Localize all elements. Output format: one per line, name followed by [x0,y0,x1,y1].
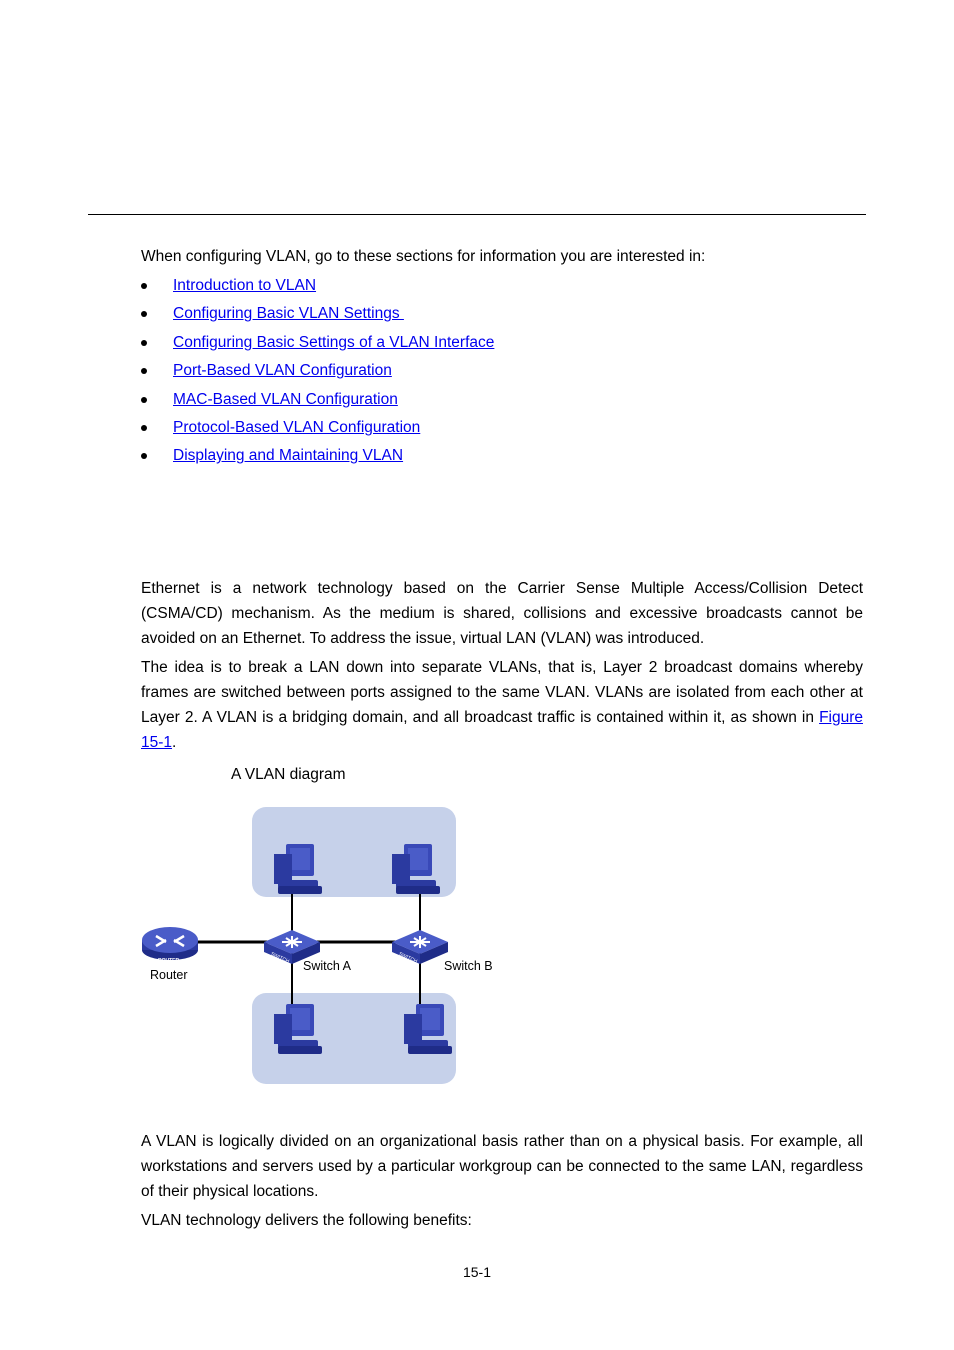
link-introduction-to-vlan[interactable]: Introduction to VLAN [173,277,317,294]
bullet-icon [141,453,147,459]
paragraph-benefits: VLAN technology delivers the following benefits: [141,1212,472,1229]
vlan-diagram-graphic [138,800,518,1092]
link-figure-15-1[interactable]: Figure 15-1 [141,709,863,751]
switch-a-label: Switch A [303,959,351,973]
bullet-icon [141,340,147,346]
list-item [141,302,741,330]
list-item [141,274,741,302]
section-link-list [141,274,741,473]
paragraph-end: . [172,734,177,751]
link-protocol-based-vlan[interactable]: Protocol-Based VLAN Configuration [173,418,421,436]
switch-b-icon-text: SWITCH [397,951,419,965]
switch-b-label: Switch B [444,959,493,973]
link-mac-based-vlan[interactable]: MAC-Based VLAN Configuration [173,390,398,408]
switch-a-icon-text: SWITCH [269,951,291,965]
link-configuring-basic-vlan-settings[interactable]: Configuring Basic VLAN Settings [173,305,404,323]
list-item [141,388,741,416]
paragraph-logical-division: A VLAN is logically divided on an organizational basis rather than on a physical basis. For example, all workstations and servers used by a particular workgroup can be connected to the same LAN, regardless of their physical locations. [141,1133,863,1200]
link-port-based-vlan[interactable]: Port-Based VLAN Configuration [173,362,392,380]
paragraph-vlan-idea-text: The idea is to break a LAN down into separate VLANs, that is, Layer 2 broadcast domains whereby frames are switched between ports assigned to the same VLAN. VLANs are isolated from each other at Layer 2. A VLAN is a bridging domain, and all broadcast traffic is contained within it, as shown in [141,659,863,726]
bullet-icon [141,368,147,374]
paragraph-vlan-idea [141,655,863,755]
list-item [141,331,741,359]
bullet-icon [141,311,147,317]
router-icon-text: ROUTER [158,958,180,964]
link-configuring-vlan-interface[interactable]: Configuring Basic Settings of a VLAN Interface [173,333,495,351]
link-displaying-maintaining-vlan[interactable]: Displaying and Maintaining VLAN [173,447,404,465]
intro-text: When configuring VLAN, go to these sections for information you are interested in: [141,248,706,265]
paragraph-ethernet: Ethernet is a network technology based on the Carrier Sense Multiple Access/Collision Detect (CSMA/CD) mechanism. As the medium is shared, collisions and excessive broadcasts cannot be avoided on an Ethernet. To address the issue, virtual LAN (VLAN) was introduced. [141,580,863,647]
bullet-icon [141,283,147,289]
router-label: Router [150,968,188,982]
bullet-icon [141,425,147,431]
page-number: 15-1 [462,1264,492,1280]
chapter-rule [88,214,866,215]
bullet-icon [141,397,147,403]
figure-caption: A VLAN diagram [231,766,346,783]
list-item [141,444,741,472]
list-item [141,416,741,444]
list-item [141,359,741,387]
vlan-diagram [138,800,518,1092]
